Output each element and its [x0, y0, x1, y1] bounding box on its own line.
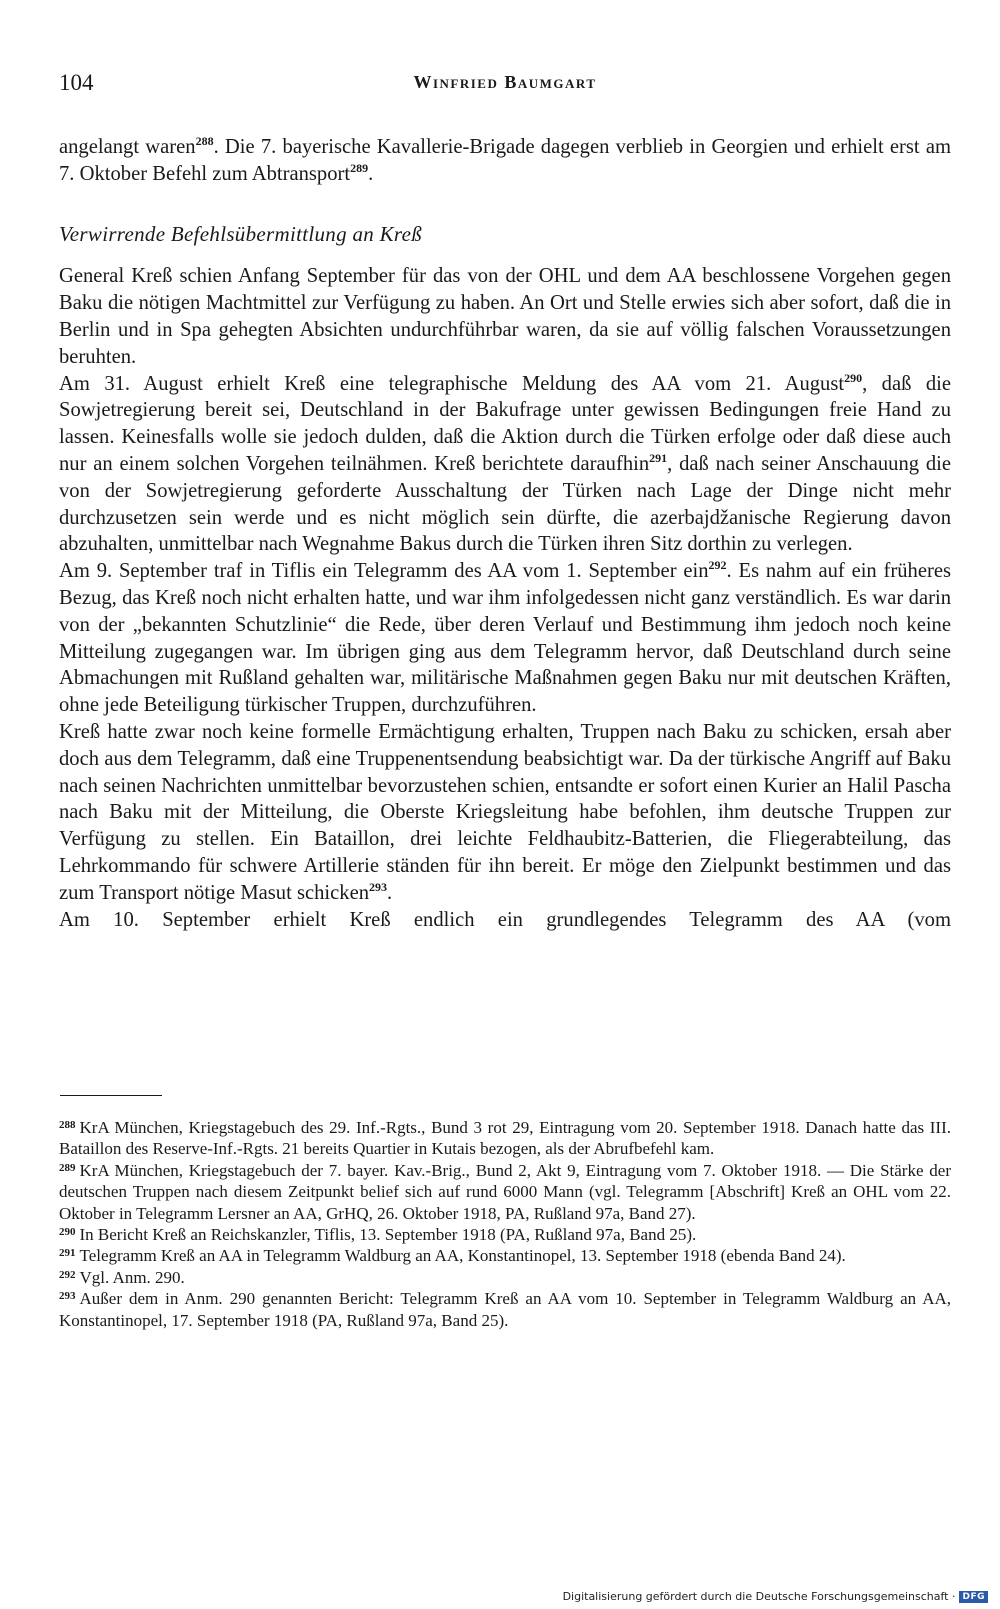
paragraph: General Kreß schien Anfang September für das von der OHL und dem AA beschlossene Vorgehen gegen Baku die nötigen Machtmittel zur Verfügung zu haben. An Ort und Stelle erwies sich aber sofort, daß die in Berlin und in Spa gehegten Absichten undurchführbar waren, da sie auf völlig falschen Voraussetzungen beruhten.	[59, 265, 951, 368]
section-heading: Verwirrende Befehlsübermittlung an Kreß	[59, 221, 423, 246]
main-text	[59, 134, 951, 933]
paragraph	[59, 371, 951, 559]
footnote-number: 293	[59, 1290, 76, 1303]
footnote-text: KrA München, Kriegstagebuch des 29. Inf.-Rgts., Bund 3 rot 29, Eintragung vom 20. September 1918. Danach hatte das III. Bataillon des Reserve-Inf.-Rgts. 21 bereits Quartier in Kutais bezogen, als der Abrufbefehl kam.	[59, 1118, 951, 1159]
running-head-author: Winfried Baumgart	[413, 72, 597, 92]
footnote-ref-290[interactable]: 290	[844, 370, 863, 385]
text-span: .	[387, 881, 393, 904]
paragraph	[59, 719, 951, 907]
footnote-289	[59, 1160, 951, 1224]
text-span: , daß nach seiner Anschauung die von der Sowjetregierung geforderte Ausschaltung der Türken nach Lage der Dinge nicht mehr durchzusetzen sein werde und es nicht möglich sein dürfte, die azerbajdžanische Regierung davon abzuhalten, unmittelbar nach Wegnahme Bakus durch die Türken ihren Sitz dorthin zu verlegen.	[59, 452, 951, 556]
dfg-logo-icon: DFG	[959, 1591, 988, 1603]
footnote-number: 292	[59, 1268, 76, 1281]
footnote-ref-292[interactable]: 292	[708, 558, 727, 573]
text-span: Kreß hatte zwar noch keine formelle Ermächtigung erhalten, Truppen nach Baku zu schicken, ersah aber doch aus dem Telegramm, daß eine Truppenentsendung beabsichtigt war. Da der türkische Angriff auf Baku nach seinen Nachrichten unmittelbar bevorzustehen schien, entsandte er sofort einen Kurier an Halil Pascha nach Baku mit der Mitteilung, die Oberste Kriegsleitung habe befohlen, ihm deutsche Truppen zur Verfügung zu stellen. Ein Bataillon, drei leichte Feldhaubitz-Batterien, die Fliegerabteilung, das Lehrkommando für schwere Artillerie ständen für ihn bereit. Er möge den Zielpunkt bestimmen und das zum Transport nötige Masut schicken	[59, 720, 951, 904]
footnote-divider	[60, 1095, 162, 1096]
footnotes	[59, 1117, 951, 1331]
footnote-ref-288[interactable]: 288	[195, 134, 214, 148]
footnote-290	[59, 1224, 951, 1245]
footnote-text: In Bericht Kreß an Reichskanzler, Tiflis, 13. September 1918 (PA, Rußland 97a, Band 25).	[79, 1225, 697, 1245]
footnote-number: 290	[59, 1226, 76, 1239]
text-span: angelangt waren	[59, 136, 196, 158]
footnote-text: Außer dem in Anm. 290 genannten Bericht: Telegramm Kreß an AA vom 10. September in Telegramm Waldburg an AA, Konstantinopel, 17. September 1918 (PA, Rußland 97a, Band 25).	[59, 1289, 951, 1330]
text-span: . Es nahm auf ein früheres Bezug, das Kreß noch nicht erhalten hatte, und war ihm infolgedessen nicht ganz verständlich. Es war darin von der „bekannten Schutzlinie“ die Rede, über deren Verlauf und Bestimmung ihm jedoch noch keine Mitteilung zugegangen war. Im übrigen ging aus dem Telegramm hervor, daß Deutschland durch seine Abmachungen mit Rußland gehalten war, militärische Maßnahmen gegen Baku nur mit deutschen Kräften, ohne jede Beteiligung türkischer Truppen, durchzuführen.	[59, 560, 951, 717]
footnote-292	[59, 1267, 951, 1288]
footnote-ref-293[interactable]: 293	[369, 879, 388, 894]
page-header	[59, 70, 951, 104]
footnote-text: Vgl. Anm. 290.	[79, 1267, 185, 1287]
footnote-293	[59, 1288, 951, 1331]
footnote-text: Telegramm Kreß an AA in Telegramm Waldburg an AA, Konstantinopel, 13. September 1918 (ebenda Band 24).	[79, 1246, 846, 1266]
digitization-credit	[563, 1590, 988, 1603]
footnote-number: 288	[59, 1119, 76, 1131]
footnote-ref-291[interactable]: 291	[649, 450, 668, 465]
footnote-ref-289[interactable]: 289	[350, 160, 369, 175]
digitization-text: Digitalisierung gefördert durch die Deutsche Forschungsgemeinschaft ·	[562, 1590, 956, 1603]
footnote-number: 291	[59, 1247, 76, 1260]
text-span: Am 9. September traf in Tiflis ein Telegramm des AA vom 1. September ein	[59, 560, 709, 583]
text-span: . Die 7. bayerische Kavallerie-Brigade dagegen verblieb in Georgien und erhielt erst am 7. Oktober Befehl zum Abtransport	[59, 136, 951, 185]
page-number: 104	[59, 70, 94, 95]
footnote-number: 289	[59, 1161, 76, 1174]
footnote-288	[59, 1117, 951, 1160]
paragraph	[59, 558, 951, 719]
text-span: Am 31. August erhielt Kreß eine telegraphische Meldung des AA vom 21. August	[59, 372, 845, 395]
footnote-291	[59, 1245, 951, 1266]
footnote-text: KrA München, Kriegstagebuch der 7. bayer. Kav.-Brig., Bund 2, Akt 9, Eintragung vom 7. Oktober 1918. — Die Stärke der deutschen Truppen nach diesem Zeitpunkt belief sich auf rund 6000 Mann (vgl. Telegramm [Abschrift] Kreß an OHL vom 22. Oktober in Telegramm Lersner an AA, GrHQ, 26. Oktober 1918, PA, Rußland 97a, Band 27).	[59, 1160, 951, 1223]
text-span: .	[368, 162, 374, 185]
paragraph: Am 10. September erhielt Kreß endlich ein grundlegendes Telegramm des AA (vom	[59, 908, 951, 931]
paragraph-continuation	[59, 134, 951, 188]
text-span: , daß die Sowjetregierung bereit sei, Deutschland in der Bakufrage unter gewissen Bedingungen freie Hand zu lassen. Keinesfalls wolle sie jedoch dulden, daß die Aktion durch die Türken erfolge oder daß diese auch nur an einem solchen Vorgehen teilnähmen. Kreß berichtete daraufhin	[59, 372, 951, 475]
